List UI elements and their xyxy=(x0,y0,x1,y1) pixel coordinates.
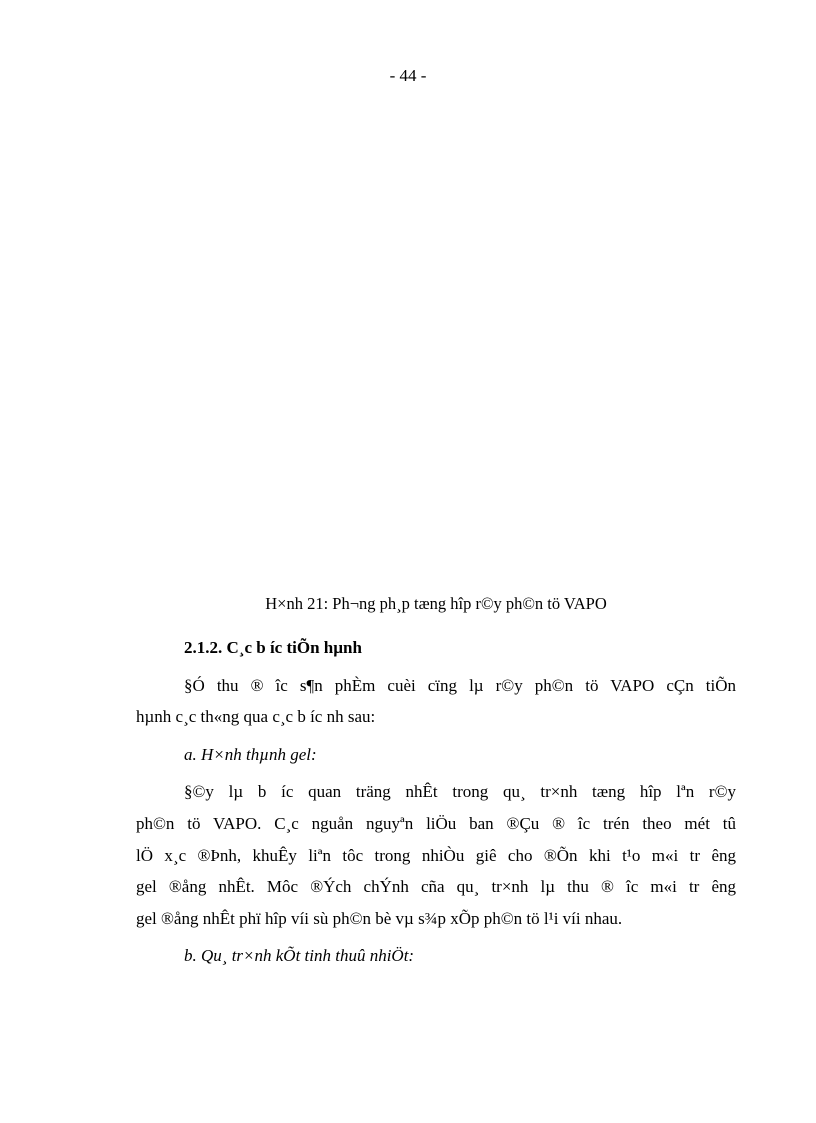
para-a-line-2: ph©n tö VAPO. C¸c nguån nguyªn liÖu ban ®Çu ® îc trén theo mét tû xyxy=(136,813,736,833)
section-heading: 2.1.2. C¸c b íc tiÕn hµnh xyxy=(184,638,362,657)
figure-caption: H×nh 21: Ph¬ng ph¸p tæng hîp r©y ph©n tö VAPO xyxy=(265,594,607,613)
subheading-b: b. Qu¸ tr×nh kÕt tinh thuû nhiÖt: xyxy=(184,946,415,966)
subheading-a: a. H×nh thµnh gel: xyxy=(184,744,317,764)
figure-placeholder xyxy=(136,100,736,580)
intro-line-1: §Ó thu ® îc s¶n phÈm cuèi cïng lµ r©y ph©n tö VAPO cÇn tiÕn xyxy=(184,675,736,695)
para-a-line-4: gel ®ång nhÊt. Môc ®Ých chÝnh cña qu¸ tr×nh lµ thu ® îc m«i tr êng xyxy=(136,877,736,897)
para-a-line-1: §©y lµ b íc quan träng nhÊt trong qu¸ tr×nh tæng hîp lªn r©y xyxy=(184,782,736,802)
para-a-line-3: lÖ x¸c ®Þnh, khuÊy liªn tôc trong nhiÒu giê cho ®Õn khi t¹o m«i tr êng xyxy=(136,845,736,865)
page-number: - 44 - xyxy=(389,66,427,85)
para-a-line-5: gel ®ång nhÊt phï hîp víi sù ph©n bè vµ s¾p xÕp ph©n tö l¹i víi nhau. xyxy=(136,908,623,928)
intro-line-2: hµnh c¸c th«ng qua c¸c b íc nh sau: xyxy=(136,707,376,727)
paragraph-a xyxy=(136,776,736,934)
section-content xyxy=(136,632,736,978)
intro-paragraph xyxy=(136,670,736,733)
